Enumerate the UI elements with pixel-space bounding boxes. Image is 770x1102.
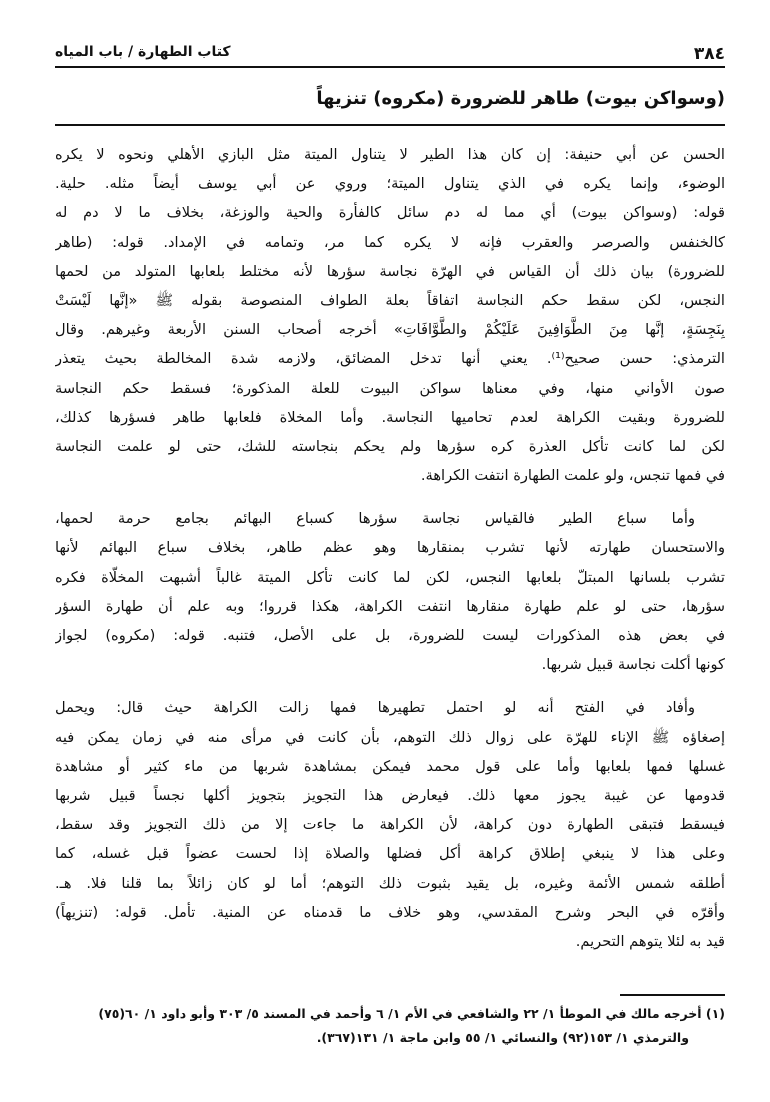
paragraph [55,693,725,956]
text-line: للضرورة) بيان ذلك أن القياس في الهرّة نجاسة سؤرها لأنه مختلط بلعابها المتولد من لحمها [55,262,725,280]
text-line: الحسن عن أبي حنيفة: إن كان هذا الطير لا يتناول الميتة مثل البازي الأهلي ونحوه لا يكره [55,146,725,163]
text-line: في بعض هذه المذكورات ليست للضرورة، بل على الأصل، فتنبه. قوله: (مكروه) لجواز [55,627,725,644]
running-header [55,40,725,68]
text-line: بِنَجِسَةٍ، إنَّها مِنَ الطَّوَافِينَ عَلَيْكُمْ والطَّوَّافَاتِ» أخرجه أصحاب السنن الأربعة وغيرهم. وقال [55,321,725,339]
text-line: سؤرها، حتى لو علم طهارة منقارها انتفت الكراهة، هكذا قرروا؛ وبه علم أن طهارة السؤر [55,597,725,615]
text-line: لكن لما كانت تأكل العذرة كره سؤرها ولم يحكم بنجاسته للشك، حتى لو علمت النجاسة [55,437,725,455]
footnotes [55,1002,725,1050]
text-line: النجس، لكن سقط حكم النجاسة اتفاقاً بعلة الطواف المنصوصة بقوله ﷺ «إنَّها لَيْسَتْ [55,291,725,309]
footnote-divider [620,994,725,996]
text-line: وأقرّه في البحر وشرح المقدسي، وهو خلاف ما قدمناه عن المنية. تأمل. قوله: (تنزيهاً) [55,903,725,921]
page-number: ٣٨٤ [693,44,725,64]
text-line: كونها أكلت نجاسة قبيل شربها. [541,656,725,674]
matn-text: (وسواكن بيوت) طاهر للضرورة (مكروه) تنزيهاً [316,88,725,109]
text-line: قدومها عن غيبة يجوز معها ذلك. فيعارض هذا التجويز بتجويز أكلها نجساً قبيل شربها [55,786,725,804]
text-line: للضرورة وبقيت الكراهة لعدم تحاميها النجاسة. وأما المخلاة فلعابها طاهر فسؤرها كذلك، [55,408,725,426]
text-line: والاستحسان طهارته لأنها تشرب بمنقارها وهو عظم طاهر، بخلاف سباع البهائم لأنها [55,539,725,557]
text-line: قيد به لئلا يتوهم التحريم. [575,932,725,950]
text-line: تشرب بلسانها المبتلّ بلعابها النجس، لكن لما كانت تأكل الميتة غالباً أشبهت المخلّاة فكره [55,568,725,586]
footnote-line: (١) أخرجه مالك في الموطأ ١/ ٢٢ والشافعي في الأم ١/ ٦ وأحمد في المسند ٥/ ٣٠٣ وأبو داود ١/ ٦٠(٧٥) [98,1006,725,1021]
matn-heading [55,84,725,126]
text-line: في فمها تنجس، ولو علمت الطهارة انتفت الكراهة. [420,467,725,485]
text-line: وأفاد في الفتح أنه لو احتمل تطهيرها فمها زالت الكراهة حيث قال: ويحمل [55,699,695,717]
paragraph [55,504,725,679]
commentary-body [55,140,725,970]
text-line: الوضوء، وإنما يكره في الذي يتناول الميتة؛ وروي عن أبي يوسف أيضاً مثله. حلية. [55,175,725,193]
text-line: فيسقط فتبقى الطهارة دون كراهة، لأن الكراهة ما جاءت إلا من ذلك التجويز وقد سقط، [55,816,725,834]
text-line: كالخنفس والصرصر والعقرب فإنه لا يكره كما مر، وتمامه في الإمداد. قوله: (طاهر [55,233,725,251]
running-title: كتاب الطهارة / باب المياه [55,44,231,60]
text-line: الترمذي: حسن صحيح⁽¹⁾. يعني أنها تدخل المضائق، ولازمه شدة المخالطة بحيث يتعذر [55,350,725,368]
text-line: إصغاؤه ﷺ الإناء للهرّة على زوال ذلك التوهم، بأن كانت في مرأى منه في زمان يمكن فيه [55,728,725,746]
text-line: صون الأواني منها، وفي معناها سواكن البيوت للعلة المذكورة؛ فسقط حكم النجاسة [55,379,725,397]
text-line: وعلى هذا لا ينبغي إطلاق كراهة أكل فضلها والصلاة إذا لحست عضواً قبل غسله، كما [55,845,725,863]
text-line: أطلقه شمس الأئمة وغيره، بل يقيد بثبوت ذلك التوهم؛ أما لو كان زائلاً بما قلنا فلا. هـ. [55,874,725,892]
paragraph [55,140,725,490]
text-line: وأما سباع الطير فالقياس نجاسة سؤرها كسباع البهائم بجامع حرمة لحمها، [55,510,695,528]
text-line: قوله: (وسواكن بيوت) أي مما له دم سائل كالفأرة والحية والوزغة، بخلاف ما لا دم له [55,204,725,222]
text-line: غسلها فمها بلعابها وأما على قول محمد فيمكن بمشاهدة شربها من ماء كثير أو مشاهدة [55,757,725,775]
footnote-line: والترمذي ١/ ١٥٣(٩٢) والنسائي ١/ ٥٥ وابن ماجة ١/ ١٣١(٣٦٧). [316,1030,689,1045]
